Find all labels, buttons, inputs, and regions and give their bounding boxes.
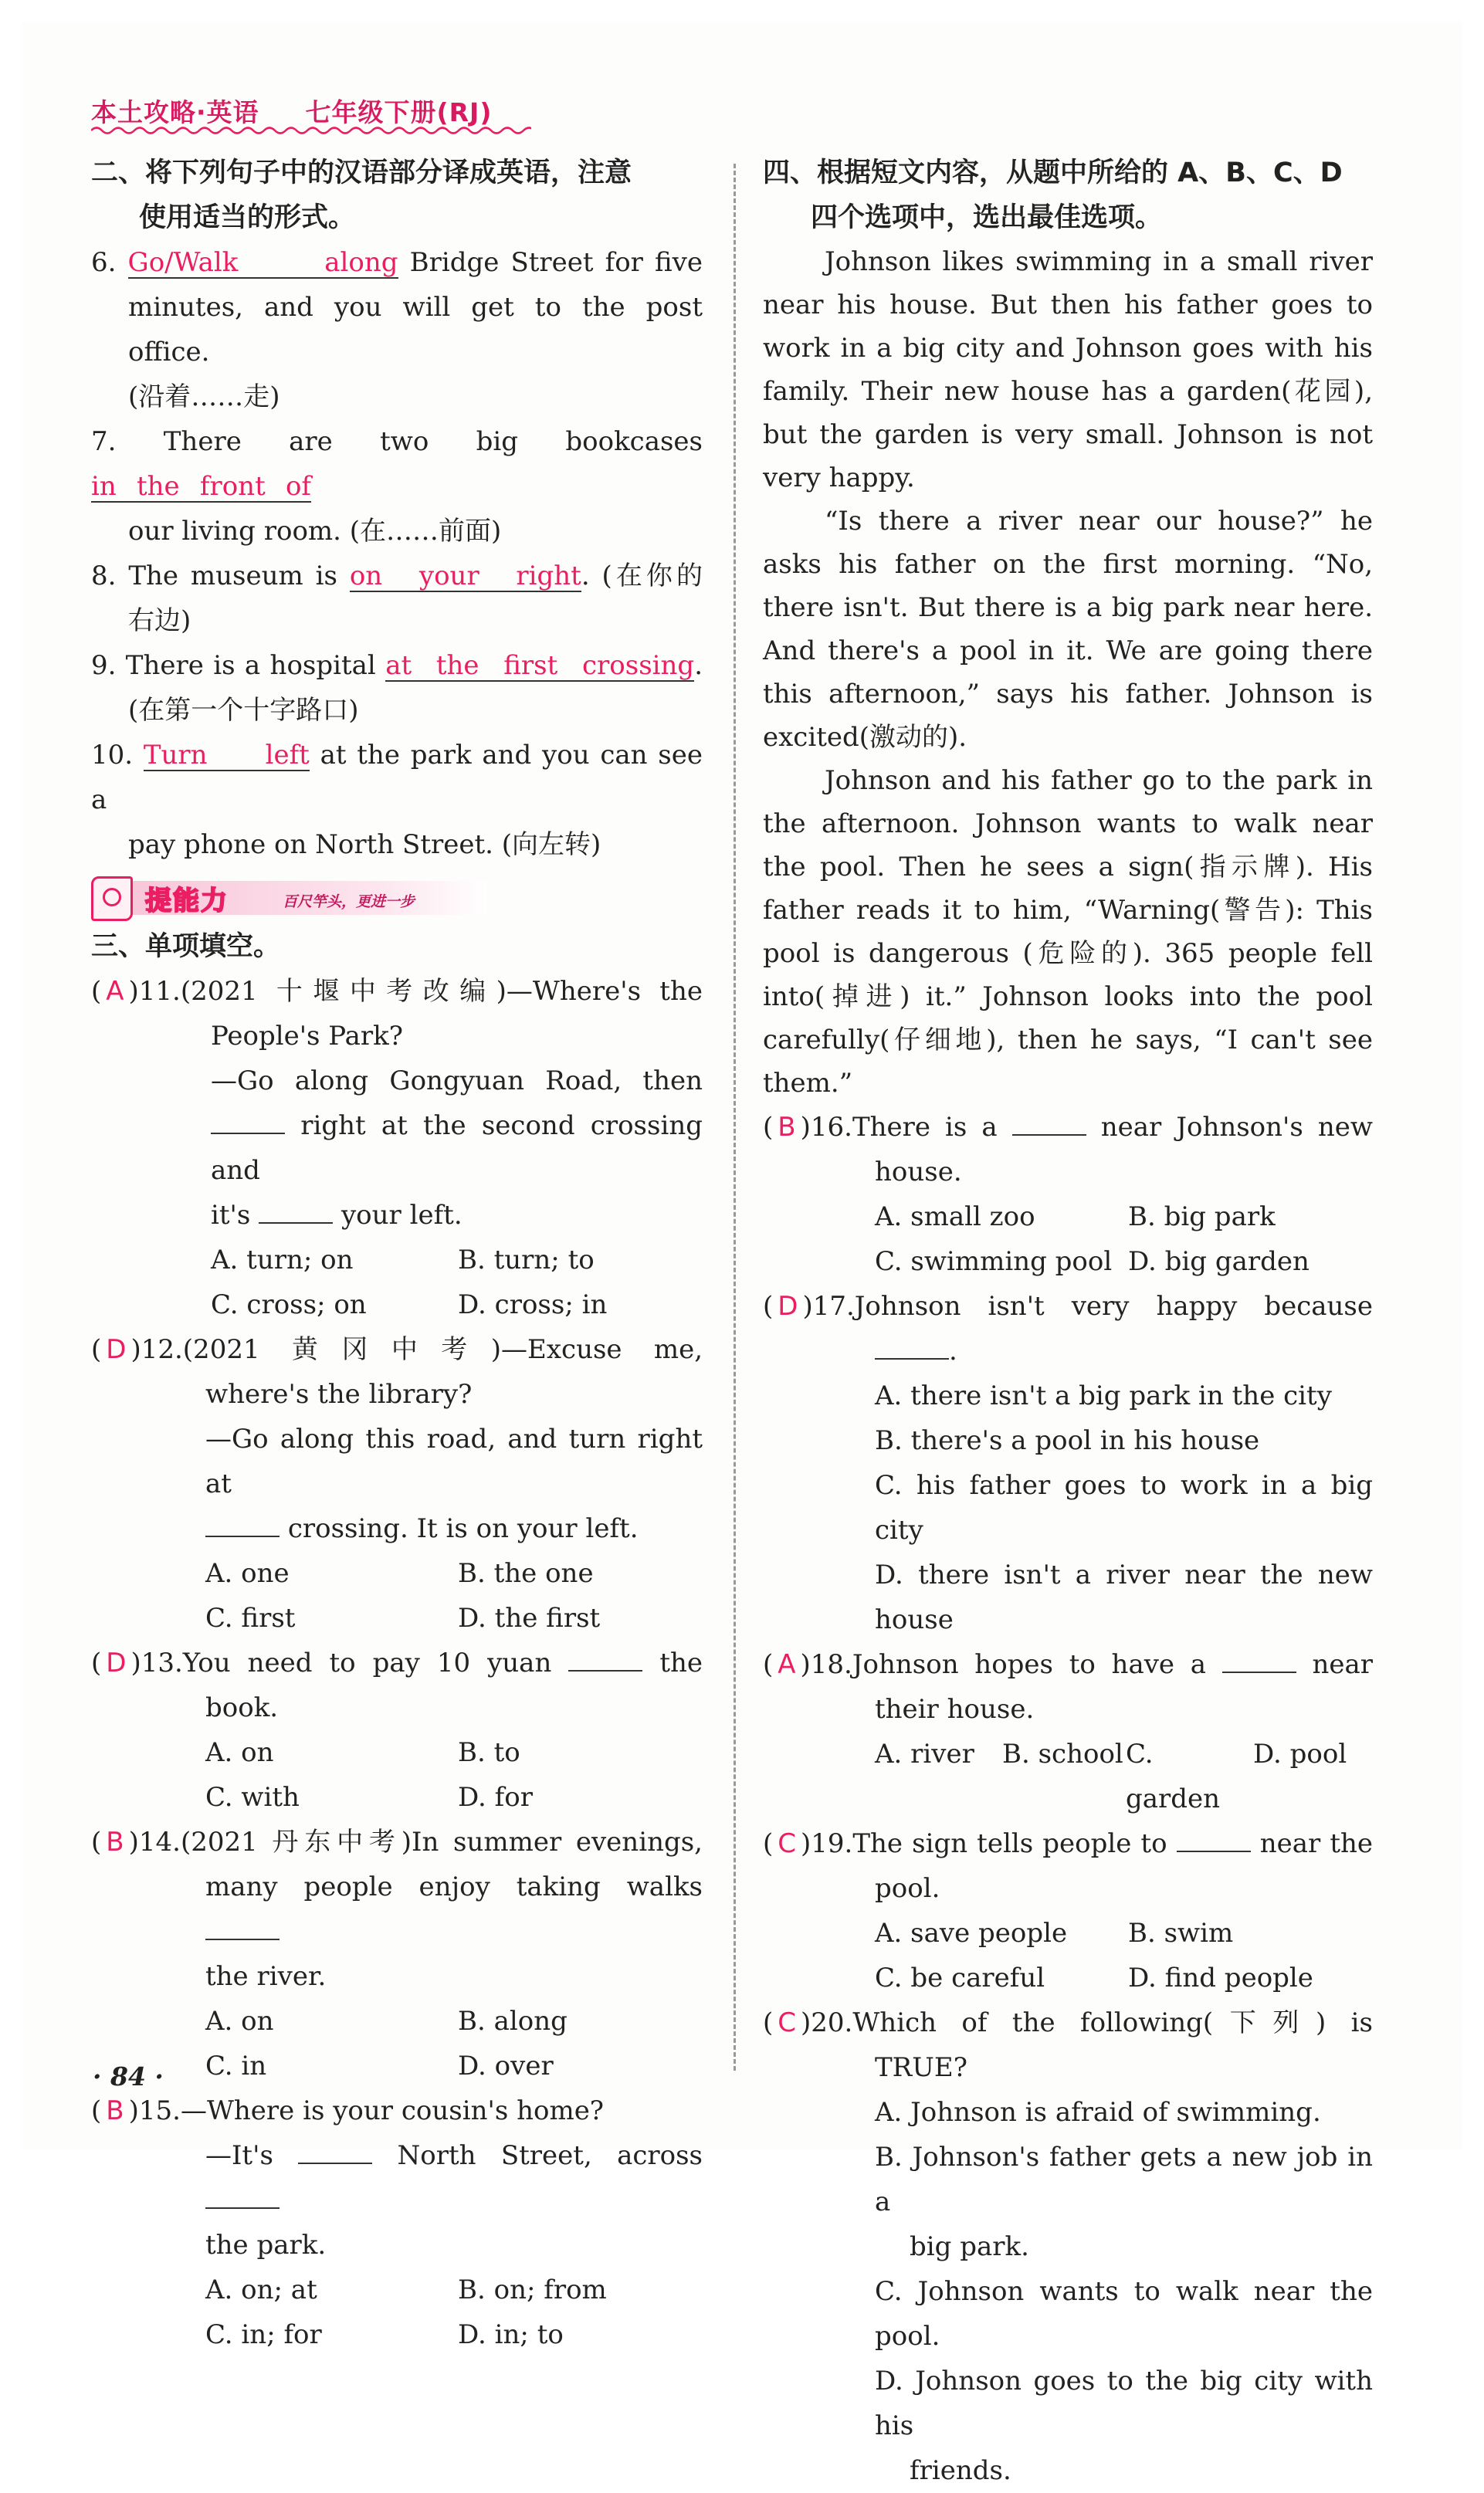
blank	[205, 1915, 280, 1940]
book-title: 本土攻略·英语	[91, 97, 259, 127]
question-11: ( A )11.(2021 十堰中考改编)—Where's the People's Park? —Go along Gongyuan Road, then right at the second crossing and it's your left. A. turn; on B. turn; to C. cross; on D. cross; in	[91, 976, 703, 1320]
answer-9: at the first crossing	[385, 650, 695, 681]
banner-subtitle: 百尺竿头，更进一步	[283, 893, 415, 910]
left-column	[91, 151, 703, 2357]
right-column	[763, 151, 1373, 2493]
section2-title: 二、将下列句子中的汉语部分译成英语，注意 使用适当的形式。	[91, 158, 632, 233]
question-17: ( D )17.Johnson isn't very happy because . A. there isn't a big park in the city B. there's a pool in his house C. his father goes to work in a big city D. there isn't a river near the new house	[763, 1291, 1373, 1635]
blank	[211, 1109, 285, 1134]
question-12: ( D )12.(2021 黄冈中考)—Excuse me, where's the library? —Go along this road, and turn right at crossing. It is on your left. A. one B. the one C. first D. the first	[91, 1334, 703, 1634]
banner-title: 提能力	[145, 886, 229, 916]
blank	[298, 2139, 372, 2164]
grade-label: 七年级下册(RJ)	[305, 97, 493, 127]
answer-20: C	[778, 2007, 797, 2038]
question-16: ( B )16.There is a near Johnson's new house. A. small zoo B. big park C. swimming pool D. big garden	[763, 1112, 1374, 1277]
answer-18: A	[778, 1649, 796, 1680]
section4-title: 四、根据短文内容，从题中所给的 A、B、C、D 四个选项中，选出最佳选项。	[763, 158, 1343, 233]
answer-11: A	[106, 976, 124, 1007]
answer-6: Go/Walk along	[127, 247, 398, 278]
passage-paragraph-3: Johnson and his father go to the park in the afternoon. Johnson wants to walk near the pool. Then he sees a sign(指示牌). His father reads it to him, “Warning(警告): This pool is dangerous (危险的). 365 people fell into(掉进) it.” Johnson looks into the pool carefully(仔细地), then he says, “I can't see them.”	[763, 765, 1373, 1099]
question-13: ( D )13.You need to pay 10 yuan the book. A. on B. to C. with D. for	[91, 1648, 703, 1813]
answer-13: D	[106, 1648, 127, 1678]
blank	[259, 1199, 333, 1224]
bookmark-icon	[91, 876, 133, 921]
section3-title: 三、单项填空。	[91, 931, 281, 962]
answer-14: B	[106, 1827, 124, 1858]
running-header	[91, 93, 492, 129]
question-8: 8. The museum is on your right. (在你的 右边)	[91, 561, 703, 636]
blank	[1222, 1648, 1296, 1673]
question-18: ( A )18.Johnson hopes to have a near their house. A. river B. school C. garden D. pool	[763, 1649, 1374, 1814]
skill-banner	[91, 870, 703, 923]
blank	[1012, 1111, 1086, 1136]
column-divider	[734, 164, 736, 2071]
blank	[568, 1647, 642, 1672]
answer-19: C	[778, 1828, 797, 1859]
blank	[875, 1335, 949, 1360]
passage-paragraph-1: Johnson likes swimming in a small river near his house. But then his father goes to work in a big city and Johnson goes with his family. Their new house has a garden(花园), but the garden is very small. Johnson is not very happy.	[763, 246, 1373, 493]
page-number: · 84 ·	[93, 2061, 164, 2092]
question-14: ( B )14.(2021 丹东中考)In summer evenings, many people enjoy taking walks the river. A. on B. along C. in D. over	[91, 1827, 703, 2081]
passage-paragraph-2: “Is there a river near our house?” he asks his father on the first morning. “No, there isn't. But there is a big park near here. And there's a pool in it. We are going there this afternoon,” says his father. Johnson is excited(激动的).	[763, 506, 1373, 753]
blank	[1177, 1827, 1251, 1852]
answer-7: in the front of	[91, 471, 311, 502]
answer-12: D	[106, 1334, 127, 1365]
question-10: 10. Turn left at the park and you can see a pay phone on North Street. (向左转)	[91, 740, 703, 860]
question-19: ( C )19.The sign tells people to near the pool. A. save people B. swim C. be careful D. find people	[763, 1828, 1374, 1993]
question-7: 7. There are two big bookcases in the front of our living room. (在……前面)	[91, 426, 703, 547]
question-15: ( B )15.—Where is your cousin's home? —It's North Street, across the park. A. on; at B. on; from C. in; for D. in; to	[91, 2095, 703, 2350]
blank	[205, 1512, 280, 1537]
header-wave-underline	[91, 125, 531, 136]
answer-15: B	[106, 2095, 124, 2126]
question-9: 9. There is a hospital at the first crossing. (在第一个十字路口)	[91, 650, 703, 726]
answer-17: D	[778, 1291, 798, 1322]
question-20: ( C )20.Which of the following(下列) is TRUE? A. Johnson is afraid of swimming. B. Johnson's father gets a new job in a big park. C. Johnson wants to walk near the pool. D. Johnson goes to the big city with his friends.	[763, 2007, 1373, 2486]
blank	[205, 2184, 280, 2209]
answer-8: on your right	[349, 561, 581, 591]
answer-16: B	[778, 1112, 796, 1143]
question-6: 6. Go/Walk along Bridge Street for five minutes, and you will get to the post office. (沿着……走)	[91, 247, 703, 412]
answer-10: Turn left	[143, 740, 310, 771]
